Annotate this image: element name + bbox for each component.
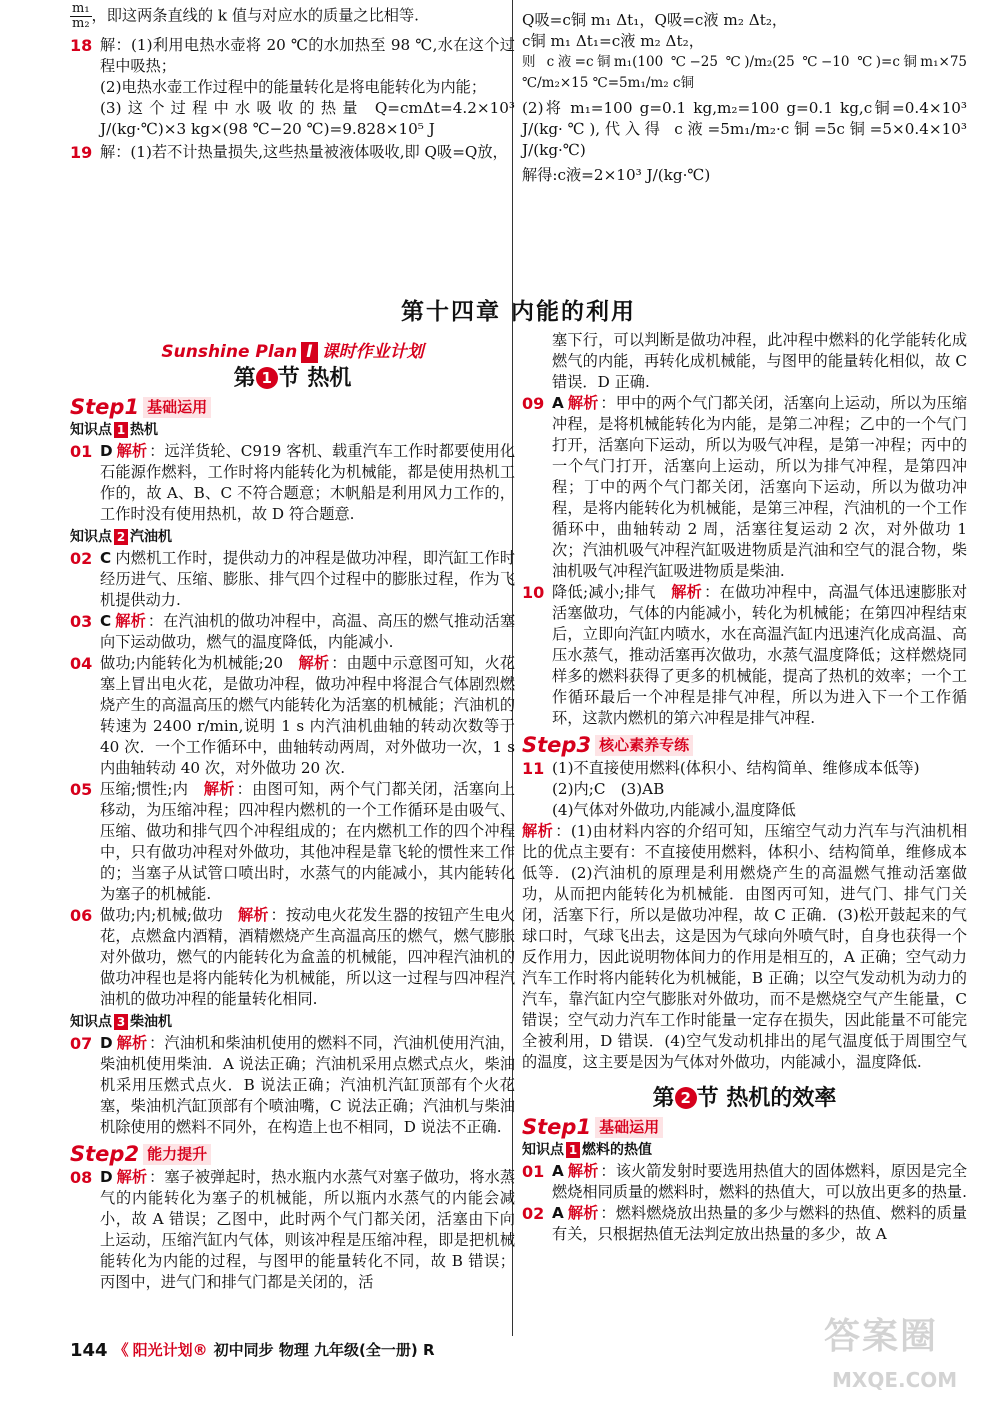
- explanation-text: ：由题中示意图可知，火花塞上冒出电火花，是做功冲程，做功冲程中将混合气体剧烈燃烧产生的高温高压的燃气内能转化为活塞的机械能；汽油机的转速为 2400 r/min,说明 1 s 内汽油机曲轴的转动次数等于 40 次．一个工作循环中，曲轴转动两周，对外做功一次，1 s 内曲轴转动 40 次，对外做功 20 次.: [100, 654, 516, 777]
- answer-19: [70, 142, 515, 163]
- answer-10: [522, 582, 967, 729]
- question-number: 01: [70, 442, 93, 461]
- step-2-label: [70, 1144, 515, 1165]
- watermark-logo: [812, 1316, 982, 1396]
- kp-text: 柴油机: [130, 1014, 172, 1030]
- question-number: 02: [522, 1204, 545, 1223]
- plan-title: [70, 342, 515, 363]
- page-number: 144: [70, 1340, 108, 1361]
- step-text: 核心素养专练: [595, 735, 693, 756]
- watermark-url: MXQE.COM: [832, 1368, 958, 1392]
- answer-line: (2)内;C (3)AB: [552, 780, 665, 798]
- answer-choice: D: [100, 1168, 113, 1186]
- step-text: 基础运用: [595, 1117, 663, 1138]
- equation-line: 则 c液=c铜m₁(100 ℃−25 ℃)/m₂(25 ℃−10 ℃)=c铜m₁×75 ℃/m₂×15 ℃=5m₁/m₂ c铜: [522, 54, 967, 91]
- explanation-text: ：在汽油机的做功冲程中，高温、高压的燃气推动活塞向下运动做功，燃气的温度降低，内能减小.: [100, 612, 516, 651]
- kp-number: 3: [114, 1014, 128, 1030]
- equation-line: Q吸=c铜 m₁ Δt₁，Q吸=c液 m₂ Δt₂，: [522, 11, 788, 29]
- explanation-text: ：该火箭发射时要选用热值大的固体燃料，原因是完全燃烧相同质量的燃料时，燃料的热值大，可以放出更多的热量.: [552, 1162, 968, 1201]
- knowledge-point-b1: [522, 1140, 967, 1161]
- kp-text: 热机: [130, 422, 158, 438]
- jiexi-label: 解析: [116, 442, 148, 460]
- ratio-line: [70, 2, 515, 31]
- step-number: 2: [124, 1142, 140, 1166]
- step-word: Step: [522, 1115, 577, 1139]
- section-2-title: [522, 1087, 967, 1109]
- explanation-text: ：甲中的两个气门都关闭，活塞向上运动，所以为压缩冲程，是将机械能转化为内能，是第二冲程；乙中的一个气门打开，活塞向下运动，所以为吸气冲程，是第一冲程；丙中的一个气门打开，活塞向上运动，所以为排气冲程，是第四冲程；丁中的两个气门都关闭，活塞向下运动，所以为做功冲程，是将内能转化为机械能，是第三冲程，汽油机的一个工作循环中，曲轴转动 2 周，活塞往复运动 2 次，对外做功 1 次；汽油机吸气冲程汽缸吸进物质是汽油和空气的混合物，柴油机吸气冲程汽缸吸进物质是柴油.: [552, 394, 968, 580]
- watermark-text: 答案圈: [824, 1316, 939, 1357]
- kp-text: 燃料的热值: [582, 1142, 652, 1158]
- answer-choice: A: [552, 1162, 564, 1180]
- equation-line: (2)将 m₁=100 g=0.1 kg,m₂=100 g=0.1 kg,c铜=0.4×10³ J/(kg·℃),代入得 c液=5m₁/m₂·c铜=5c铜=5×0.4×10³ J/(kg·℃): [522, 99, 967, 159]
- top-left-continuation: [70, 0, 515, 163]
- question-number: 03: [70, 612, 93, 631]
- answer-11: [522, 758, 967, 821]
- jiexi-label: 解析: [203, 780, 235, 798]
- answer-fill: 做功;内能转化为机械能;20: [100, 654, 284, 672]
- brand-name: 阳光计划®: [132, 1341, 208, 1359]
- kp-number: 1: [566, 1142, 580, 1158]
- answer-choice: A: [552, 1204, 564, 1222]
- page-footer: [70, 1340, 435, 1361]
- question-number: 04: [70, 654, 93, 673]
- answer-11-explanation: [522, 821, 967, 1073]
- step-1-label-b: [522, 1117, 967, 1138]
- ratio-text: ，即这两条直线的 k 值与对应水的质量之比相等.: [91, 6, 419, 25]
- section-number-badge: 2: [675, 1087, 697, 1109]
- question-number: 06: [70, 906, 93, 925]
- jiexi-label: 解析: [115, 612, 146, 630]
- section-pre: 第: [652, 1086, 675, 1111]
- ratio-fraction: [70, 2, 92, 31]
- kp-text: 汽油机: [130, 529, 172, 545]
- answer-18: [70, 35, 515, 140]
- question-number: 09: [522, 394, 545, 413]
- question-number: 05: [70, 780, 93, 799]
- question-number: 19: [70, 143, 93, 162]
- section-title: [70, 367, 515, 389]
- kp-number: 2: [114, 529, 128, 545]
- question-number: 18: [70, 36, 93, 55]
- explanation-text: ：汽油机和柴油机使用的燃料不同，汽油机使用汽油，柴油机使用柴油．A 说法正确；汽油机采用点燃式点火，柴油机采用压燃式点火．B 说法正确；汽油机汽缸顶部有个火花塞，柴油机汽缸顶部有个喷油嘴，C 说法正确；汽油机与柴油机除使用的燃料不同外，在构造上也不相同，D 说法不正确.: [100, 1034, 516, 1136]
- kp-prefix: 知识点: [70, 1014, 112, 1030]
- answer-line: (3)这个过程中水吸收的热量 Q=cmΔt=4.2×10³ J/(kg·℃)×3 kg×(98 ℃−20 ℃)=9.828×10⁵ J: [100, 99, 515, 138]
- knowledge-point-3: [70, 1012, 515, 1033]
- kp-prefix: 知识点: [70, 422, 112, 438]
- answer-line: (1)不直接使用燃料(体积小、结构简单、维修成本低等): [552, 759, 920, 777]
- answer-09: [522, 393, 967, 582]
- book-title: 初中同步 物理 九年级(全一册) R: [213, 1341, 435, 1359]
- fraction-denominator: m₂: [72, 16, 90, 31]
- section-pre: 第: [233, 366, 256, 391]
- answer-04: [70, 653, 515, 779]
- step-text: 基础运用: [143, 397, 211, 418]
- answer-01: [70, 441, 515, 525]
- question-number: 02: [70, 549, 93, 568]
- jiexi-label: 解析: [522, 822, 554, 840]
- jiexi-label: 解析: [567, 394, 599, 412]
- top-right-continuation: [522, 10, 967, 186]
- explanation-text: ：燃料燃烧放出热量的多少与燃料的热值、燃料的质量有关，只根据热值无法判定放出热量的多少，故 A: [552, 1204, 968, 1243]
- jiexi-label: 解析: [116, 1168, 148, 1186]
- answer-choice: D: [100, 442, 113, 460]
- step-word: Step: [70, 395, 125, 419]
- left-column: [70, 340, 515, 1293]
- answer-fill: 做功;内;机械;做功: [100, 906, 223, 924]
- jiexi-label: 解析: [116, 1034, 148, 1052]
- kp-prefix: 知识点: [522, 1142, 564, 1158]
- jiexi-label: 解析: [237, 906, 269, 924]
- explanation-text: 内燃机工作时，提供动力的冲程是做功冲程，即汽缸工作时经历进气、压缩、膨胀、排气四个过程中的膨胀过程，作为飞机提供动力.: [100, 549, 515, 609]
- knowledge-point-2: [70, 527, 515, 548]
- question-number: 08: [70, 1168, 93, 1187]
- answer-05: [70, 779, 515, 905]
- fraction-numerator: m₁: [72, 1, 90, 16]
- step-text: 能力提升: [143, 1144, 211, 1165]
- plan-suffix: 课时作业计划: [321, 342, 424, 362]
- chevron-icon: 《: [113, 1341, 129, 1359]
- explanation-text: ：在做功冲程中，高温气体迅速膨胀对活塞做功，气体的内能减小，转化为机械能；在第四冲程结束后，立即向汽缸内喷水，水在高温汽缸内迅速汽化成高温、高压水蒸气，推动活塞再次做功，水蒸气温度降低；这样燃烧同样多的燃料获得了更多的机械能，提高了热机的效率；一个工作循环最后一个冲程是排气冲程，所以为进入下一个工作循环，这款内燃机的第六冲程是排气冲程.: [552, 583, 968, 727]
- step-1-label: [70, 397, 515, 418]
- answer-08: [70, 1167, 515, 1293]
- equation-line: 解得:c液=2×10³ J/(kg·℃): [522, 166, 711, 184]
- section-number-badge: 1: [256, 367, 278, 389]
- jiexi-label: 解析: [671, 583, 703, 601]
- step-number: 3: [576, 733, 592, 757]
- explanation-text: ：远洋货轮、C919 客机、载重汽车工作时都要使用化石能源作燃料，工作时将内能转化为机械能，都是使用热机工作的，故 A、B、C 不符合题意；木帆船是利用风力工作的，工作时没有使用热机，故 D 符合题意.: [100, 442, 516, 523]
- step-number: 1: [576, 1115, 592, 1139]
- answer-line: 解：(1)若不计热量损失,这些热量被液体吸收,即 Q吸=Q放，: [100, 143, 508, 161]
- question-number: 07: [70, 1034, 93, 1053]
- answer-line: (4)气体对外做功,内能减小,温度降低: [552, 801, 796, 819]
- explanation-text: ：按动电火花发生器的按钮产生电火花，点燃盒内酒精，酒精燃烧产生高温高压的燃气，燃气膨胀对外做功，燃气的内能转化为盒盖的机械能，四冲程汽油机的做功冲程也是将内能转化为机械能，所以这一过程与四冲程汽油机的做功冲程的能量转化相同.: [100, 906, 516, 1008]
- answer-fill: 降低;减小;排气: [552, 583, 656, 601]
- answer-03: [70, 611, 515, 653]
- answer-choice: A: [552, 394, 564, 412]
- explanation-text: ：塞子被弹起时，热水瓶内水蒸气对塞子做功，将水蒸气的内能转化为塞子的机械能，所以瓶内水蒸气的内能会减小，故 A 错误；乙图中，此时两个气门都关闭，活塞由下向上运动，压缩汽缸内气体，则该冲程是压缩冲程，即是把机械能转化为内能的过程，与图甲的能量转化不同，故 B 错误；丙图中，进气门和排气门都是关闭的，活: [100, 1168, 516, 1291]
- chapter-title: 第十四章 内能的利用: [400, 299, 636, 325]
- answer-b01: [522, 1161, 967, 1203]
- explanation-text: ：(1)由材料内容的介绍可知，压缩空气动力汽车与汽油机相比的优点主要有：不直接使用燃料，体积小、结构简单，维修成本低等．(2)汽油机的原理是利用燃烧产生的高温燃气推动活塞做功，从而把内能转化为机械能．由图丙可知，进气门、排气门关闭，活塞下行，所以是做功冲程，故 C 正确．(3)松开鼓起来的气球口时，气球飞出去，这是因为气球向外喷气时，自身也获得一个反作用力，因此说明物体间力的作用是相互的，A 正确；空气动力汽车工作时将内能转化为机械能，B 正确；以空气发动机为动力的汽车，靠汽缸内空气膨胀对外做功，而不是燃烧空气产生能量，C 错误；空气动力汽车工作时能量一定存在损失，因此能量不可能完全被利用，D 错误．(4)空气发动机排出的尾气温度低于周围空气的温度，这主要是因为气体对外做功，内能减小，温度降低.: [522, 822, 968, 1071]
- question-number: 11: [522, 759, 545, 778]
- question-number: 10: [522, 583, 545, 602]
- answer-fill: 压缩;惯性;内: [100, 780, 189, 798]
- kp-number: 1: [114, 422, 128, 438]
- kp-prefix: 知识点: [70, 529, 112, 545]
- knowledge-point-1: [70, 420, 515, 441]
- answer-06: [70, 905, 515, 1010]
- answer-choice: C: [100, 612, 112, 630]
- jiexi-label: 解析: [298, 654, 330, 672]
- section-post: 节 热机: [277, 366, 352, 391]
- step-word: Step: [522, 733, 577, 757]
- jiexi-label: 解析: [567, 1162, 599, 1180]
- step-number: 1: [124, 395, 140, 419]
- chapter-heading-block: [70, 296, 967, 333]
- jiexi-label: 解析: [567, 1204, 599, 1222]
- step-word: Step: [70, 1142, 125, 1166]
- equation-line: c铜 m₁ Δt₁=c液 m₂ Δt₂，: [522, 32, 704, 50]
- answer-02: [70, 548, 515, 611]
- continued-text: 塞下行，可以判断是做功冲程，此冲程中燃料的化学能转化成燃气的内能，再转化成机械能，与图甲的能量转化相似，故 C 错误．D 正确.: [552, 331, 967, 391]
- explanation-text: ：由图可知，两个气门都关闭，活塞向上移动，为压缩冲程；四冲程内燃机的一个工作循环是由吸气、压缩、做功和排气四个冲程组成的；在内燃机工作的四个冲程中，只有做功冲程对外做功，其他冲程是靠飞轮的惯性来工作的；当塞子从试管口喷出时，水蒸气的内能减小，其内能转化为塞子的机械能.: [100, 780, 516, 903]
- answer-choice: D: [100, 1034, 113, 1052]
- answer-line: (2)电热水壶工作过程中的能量转化是将电能转化为内能；: [100, 78, 487, 96]
- answer-b02: [522, 1203, 967, 1245]
- plan-prefix: Sunshine Plan: [161, 342, 298, 362]
- answer-line: 解：(1)利用电热水壶将 20 ℃的水加热至 98 ℃,水在这个过程中吸热；: [100, 36, 515, 75]
- plan-box: I: [301, 342, 317, 363]
- right-column: [522, 330, 967, 1245]
- answer-choice: C: [100, 549, 112, 567]
- answer-07: [70, 1033, 515, 1138]
- question-number: 01: [522, 1162, 545, 1181]
- step-3-label: [522, 735, 967, 756]
- section-post: 节 热机的效率: [696, 1086, 837, 1111]
